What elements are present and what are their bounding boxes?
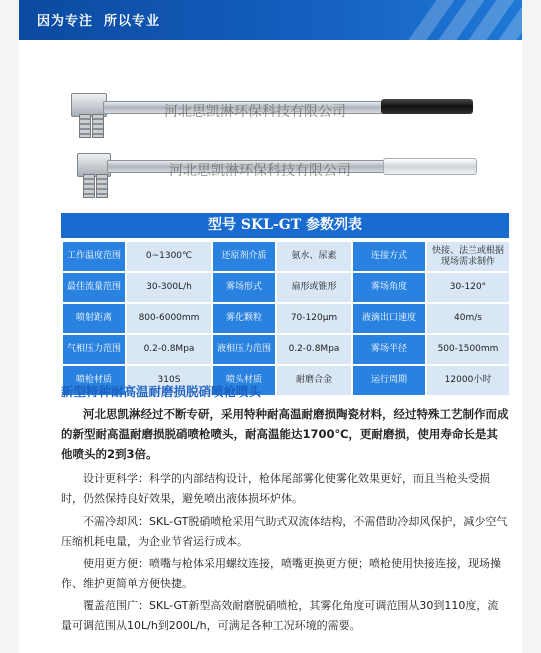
table-title: 型号 SKL-GT 参数列表 (61, 213, 509, 240)
feature-text: 喷嘴与枪体采用螺纹连接，喷嘴更换更方便；喷枪使用快接连接，现场操作、维护更简单方便快捷。 (61, 557, 501, 590)
param-name-cell: 喷射距离 (62, 303, 126, 334)
param-value-cell: 40m/s (426, 303, 510, 334)
feature-text: 科学的内部结构设计，枪体尾部雾化使雾化效果更好，而且当枪头受损时，仍然保持良好效果，避免喷出液体损坏炉体。 (61, 472, 490, 505)
param-name-cell: 液相压力范围 (212, 334, 276, 365)
param-name-cell: 雾场半径 (352, 334, 426, 365)
param-value-cell: 12000小时 (426, 365, 510, 396)
param-name-cell: 运行周期 (352, 365, 426, 396)
lance-handle-silver (383, 158, 477, 175)
header-slogan: 因为专注 所以专业 (37, 14, 161, 29)
feature-design (61, 469, 509, 509)
feature-coverage (61, 596, 509, 636)
lance-nozzle (83, 174, 95, 198)
feature-text: SKL-GT脱硝喷枪采用气助式双流体结构，不需借助冷却风保护，减少空气压缩机耗电量，为企业节省运行成本。 (61, 515, 508, 548)
param-value-cell: 30-120° (426, 272, 510, 303)
watermark: 河北思凯淋环保科技有限公司 (169, 163, 351, 179)
param-value-cell: 30-300L/h (126, 272, 212, 303)
parameter-table (61, 213, 509, 397)
param-name-cell: 气相压力范围 (62, 334, 126, 365)
param-value-cell: 70-120μm (276, 303, 352, 334)
lance-nozzle (96, 174, 108, 198)
feature-cooling (61, 512, 509, 552)
param-name-cell: 还原剂介质 (212, 241, 276, 272)
table-row (62, 303, 510, 334)
lance-nozzle (79, 114, 91, 138)
lance-handle-black (381, 99, 473, 114)
feature-label: 使用更方便： (83, 557, 149, 570)
param-name-cell: 连接方式 (352, 241, 426, 272)
param-value-cell: 耐磨合金 (276, 365, 352, 396)
param-name-cell: 雾场形式 (212, 272, 276, 303)
param-value-cell: 氨水、尿素 (276, 241, 352, 272)
section-heading: 新型特种耐高温耐磨损脱硝喷枪喷头 (61, 384, 262, 399)
param-name-cell: 雾场角度 (352, 272, 426, 303)
param-name-cell: 工作温度范围 (62, 241, 126, 272)
param-value-cell: 快接、法兰或根据现场需求制作 (426, 241, 510, 272)
param-name-cell: 喷头材质 (212, 365, 276, 396)
watermark: 河北思凯淋环保科技有限公司 (164, 104, 346, 120)
param-value-cell: 0~1300℃ (126, 241, 212, 272)
param-value-cell: 扇形或锥形 (276, 272, 352, 303)
feature-label: 设计更科学： (83, 472, 149, 485)
param-value-cell: 310S (126, 365, 212, 396)
param-value-cell: 500-1500mm (426, 334, 510, 365)
header-banner (19, 0, 522, 40)
param-name-cell: 雾化颗粒 (212, 303, 276, 334)
feature-label: 不需冷却风： (83, 515, 149, 528)
feature-convenience (61, 554, 509, 594)
table-row (62, 272, 510, 303)
feature-text: SKL-GT新型高效耐磨脱硝喷枪，其雾化角度可调范围从30到110度，流量可调范围从10L/h到200L/h，可满足各种工况环境的需要。 (61, 599, 499, 632)
param-value-cell: 0.2-0.8Mpa (126, 334, 212, 365)
table-row (62, 334, 510, 365)
param-name-cell: 液滴出口速度 (352, 303, 426, 334)
brochure-page (19, 0, 522, 653)
param-value-cell: 800-6000mm (126, 303, 212, 334)
param-name-cell: 最佳流量范围 (62, 272, 126, 303)
parameter-grid (61, 240, 511, 397)
param-name-cell: 喷枪材质 (62, 365, 126, 396)
lance-nozzle (92, 114, 104, 138)
feature-label: 覆盖范围广： (83, 599, 149, 612)
table-row (62, 241, 510, 272)
intro-paragraph: 河北思凯淋经过不断专研，采用特种耐高温耐磨损陶瓷材料，经过特殊工艺制作而成的新型耐高温耐磨损脱硝喷枪喷头，耐高温能达1700℃，更耐磨损，使用寿命长是其他喷头的2到3倍。 (61, 407, 509, 461)
param-value-cell: 0.2-0.8Mpa (276, 334, 352, 365)
